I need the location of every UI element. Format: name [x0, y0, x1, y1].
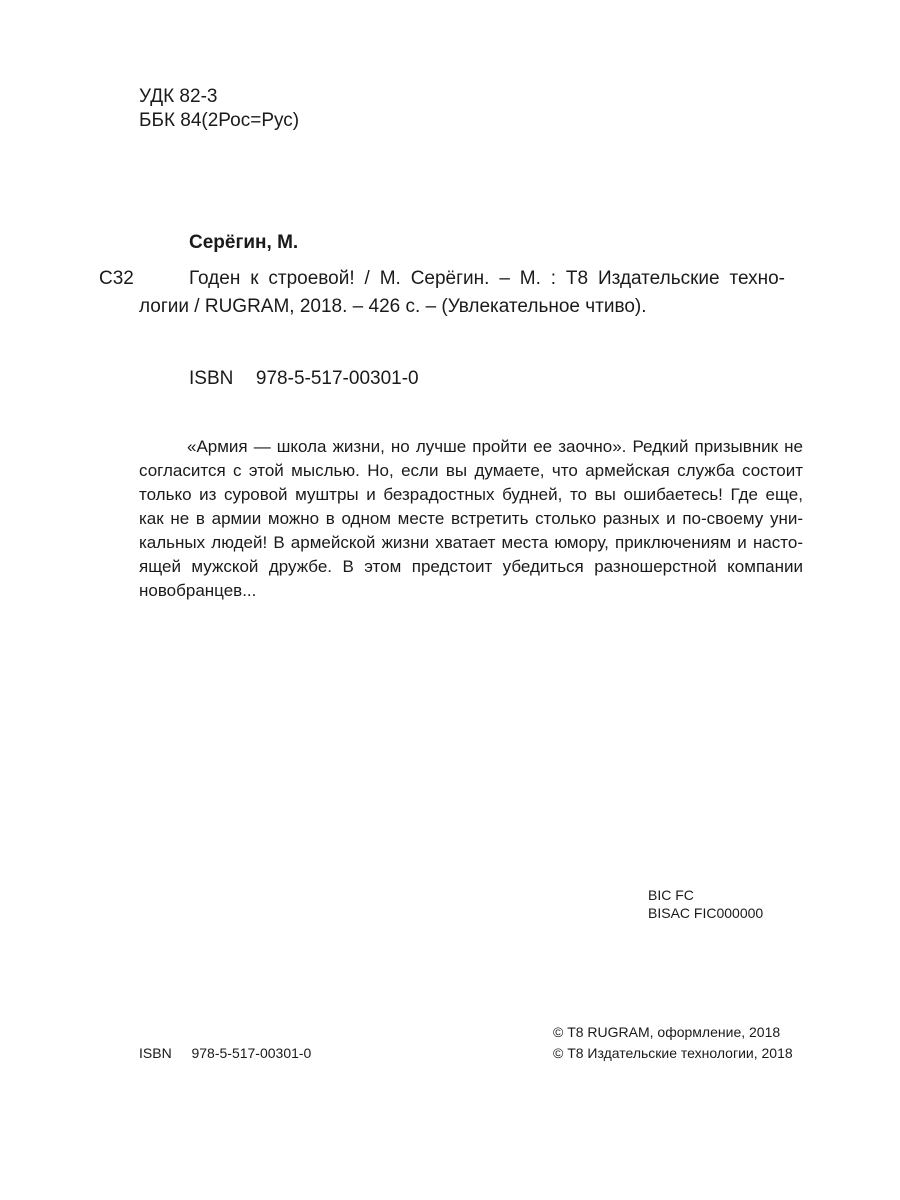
isbn-main-number: 978-5-517-00301-0: [255, 368, 419, 389]
annotation-line: кальных людей! В армейской жизни хватает места юмору, приключениям и насто-: [139, 533, 803, 552]
bic-code: BIC FC: [648, 887, 694, 903]
isbn-footer-number: 978-5-517-00301-0: [191, 1045, 312, 1061]
isbn-main-label: ISBN: [189, 368, 234, 389]
isbn-footer: [139, 1042, 311, 1064]
bbk-code: ББК 84(2Рос=Рус): [139, 110, 300, 131]
annotation-line: согласится с этой мыслью. Но, если вы думаете, что армейская служба состоит: [139, 461, 803, 480]
udk-code: УДК 82-3: [139, 86, 218, 107]
annotation-line: новобранцев...: [139, 581, 257, 600]
bisac-code: BISAC FIC000000: [648, 905, 764, 921]
bib-line-1: Годен к строевой! / М. Серёгин. – М. : Т8 Издательские техно-: [189, 268, 785, 289]
annotation-line: как не в армии можно в одном месте встретить столько разных и по-своему уни-: [139, 509, 803, 528]
copyright-publisher: © Т8 Издательские технологии, 2018: [553, 1045, 793, 1061]
author-heading: Серёгин, М.: [189, 232, 299, 253]
annotation: [139, 435, 803, 603]
author-mark: С32: [99, 268, 134, 289]
isbn-footer-label: ISBN: [139, 1045, 172, 1061]
isbn-main: [189, 364, 419, 394]
annotation-line: ящей мужской дружбе. В этом предстоит убедиться разношерстной компании: [139, 557, 803, 576]
annotation-line: «Армия — школа жизни, но лучше пройти ее заочно». Редкий призывник не: [187, 437, 803, 456]
copyright-design: © Т8 RUGRAM, оформление, 2018: [553, 1024, 781, 1040]
bib-line-2: логии / RUGRAM, 2018. – 426 с. – (Увлекательное чтиво).: [139, 296, 647, 317]
annotation-line: только из суровой муштры и безрадостных будней, то вы ошибаетесь! Где еще,: [139, 485, 803, 504]
bibliographic-description: [189, 264, 785, 294]
